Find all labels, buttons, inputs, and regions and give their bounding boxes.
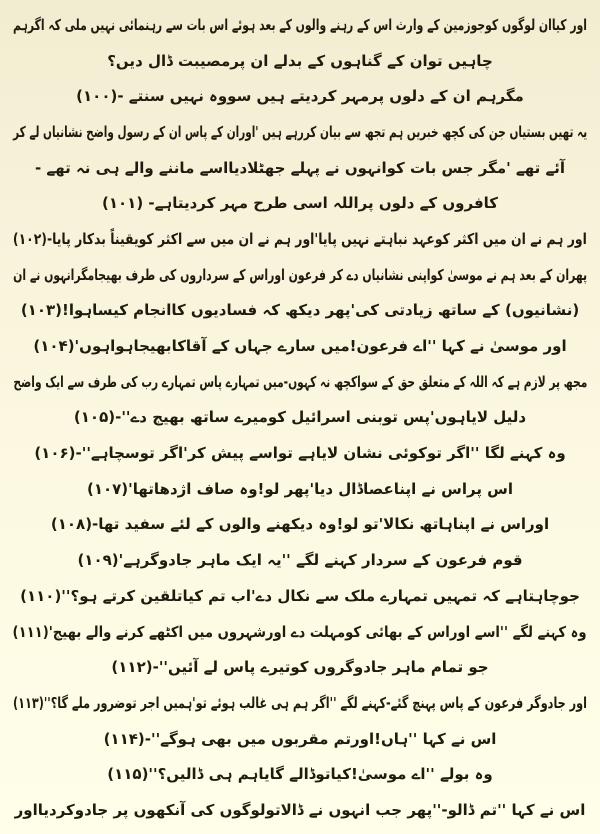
text-line — [0, 614, 600, 650]
text-line — [0, 685, 600, 721]
text-line — [0, 257, 600, 293]
text-line — [0, 7, 600, 43]
text-line-content: اور جادوگر فرعون کے پاس پہنچ گئے-کہنے لگے ''اگر ہم ہی غالب ہوئے تو'ہمیں اجر توضرور ملے گا؟''(۱۱۳) — [13, 693, 587, 712]
text-line-content: اس نے کہا ''تم ڈالو-''پھر جب انہوں نے ڈالاتولوگوں کی آنکھوں پر جادوکردیااور — [14, 800, 586, 819]
text-line — [0, 400, 600, 436]
text-line-content: (نشانیوں) کے ساتھ زیادتی کی'پھر دیکھ کہ فسادیوں کاانجام کیساہوا!(۱۰۳) — [20, 301, 580, 320]
text-line — [0, 435, 600, 471]
text-line-content: وہ بولے ''اے موسیٰ!کیاتوڈالے گایاہم ہی ڈالیں؟''(۱۱۵) — [107, 765, 493, 784]
text-line — [0, 649, 600, 685]
text-line — [0, 221, 600, 257]
text-line-content: کافروں کے دلوں پراللہ اسی طرح مہر کردیتاہے- (۱۰۱) — [102, 194, 498, 213]
text-line — [0, 756, 600, 792]
text-line-content: اس پراس نے اپناعصاڈال دیا'پھر لو!وہ صاف اژدھاتھا'(۱۰۷) — [86, 479, 514, 498]
text-line-content: آئے تھے 'مگر جس بات کوانہوں نے پہلے جھٹلادیااسے ماننے والے ہی نہ تھے - — [34, 158, 566, 177]
text-line — [0, 114, 600, 150]
text-line — [0, 364, 600, 400]
text-line — [0, 293, 600, 329]
text-line-content: جو تمام ماہر جادوگروں کوتیرے پاس لے آئیں''-(۱۱۲) — [111, 658, 489, 677]
text-line — [0, 507, 600, 543]
text-line — [0, 792, 600, 828]
text-line-content: اوراس نے اپناہاتھ نکالا'تو لو!وہ دیکھنے والوں کے لئے سفید تھا-(۱۰۸) — [50, 515, 550, 534]
text-line-content: جوچاہتاہے کہ تمہیں تمہارے ملک سے نکال دے'اب تم کیاتلقین کرتے ہو؟''(۱۱۰) — [20, 586, 580, 605]
text-line — [0, 542, 600, 578]
text-line — [0, 185, 600, 221]
text-line-content: وہ کہنے لگے ''اسے اوراس کے بھائی کومہلت دے اورشہروں میں اکٹھے کرنے والے بھیج'(۱۱۱) — [12, 622, 587, 641]
text-line — [0, 150, 600, 186]
text-line-content: اور ہم نے ان میں اکثر کوعہد نباہتے نہیں پایا'اور ہم نے ان میں سے اکثر کویقیناً بدکار پایا-(۱۰۲) — [13, 229, 588, 248]
text-line-content: مگرہم ان کے دلوں پرمہر کردیتے ہیں سووہ نہیں سنتے -(۱۰۰) — [76, 87, 524, 106]
text-line — [0, 721, 600, 757]
text-line-content: چاہیں توان کے گناہوں کے بدلے ان پرمصیبت ڈال دیں؟ — [107, 51, 493, 70]
text-line-content: اس نے کہا ''ہاں!اورتم مقربوں میں بھی ہوگے''-(۱۱۴) — [103, 729, 497, 748]
text-line — [0, 43, 600, 79]
text-line — [0, 578, 600, 614]
text-line — [0, 328, 600, 364]
text-line-content: مجھ پر لازم ہے کہ اللہ کے متعلق حق کے سواکچھ نہ کہوں-میں تمہارے پاس تمہارے رب کی طرف سے ایک واضح — [13, 372, 587, 391]
text-line-content: قوم فرعون کے سردار کہنے لگے ''یہ ایک ماہر جادوگرہے'(۱۰۹) — [77, 551, 523, 570]
text-line — [0, 78, 600, 114]
text-line — [0, 471, 600, 507]
text-line-content: پھران کے بعد ہم نے موسیٰ کواپنی نشانیاں دے کر فرعون اوراس کے سرداروں کی طرف بھیجامگرانہوں نے ان — [13, 265, 587, 284]
text-line-content: اور کیاان لوگوں کوجوزمین کے وارث اس کے رہنے والوں کے بعد ہوئے اس بات سے رہنمائی نہیں ملی کہ اگرہم — [12, 15, 587, 34]
text-line-content: اور موسیٰ نے کہا ''اے فرعون!میں سارے جہاں کے آقاکابھیجاہواہوں'(۱۰۴) — [33, 337, 567, 356]
text-line-content: وہ کہنے لگا ''اگر توکوئی نشان لایاہے تواسے پیش کر'اگر توسچاہے''-(۱۰۶) — [34, 444, 566, 463]
text-line-content: دلیل لایاہوں'پس توبنی اسرائیل کومیرے ساتھ بھیج دے''-(۱۰۵) — [73, 408, 527, 427]
text-line-content: یہ تھیں بستیاں جن کی کچھ خبریں ہم تجھ سے بیان کررہے ہیں 'اوران کے پاس ان کے رسول واضح نشانیاں لے کر — [12, 122, 587, 141]
